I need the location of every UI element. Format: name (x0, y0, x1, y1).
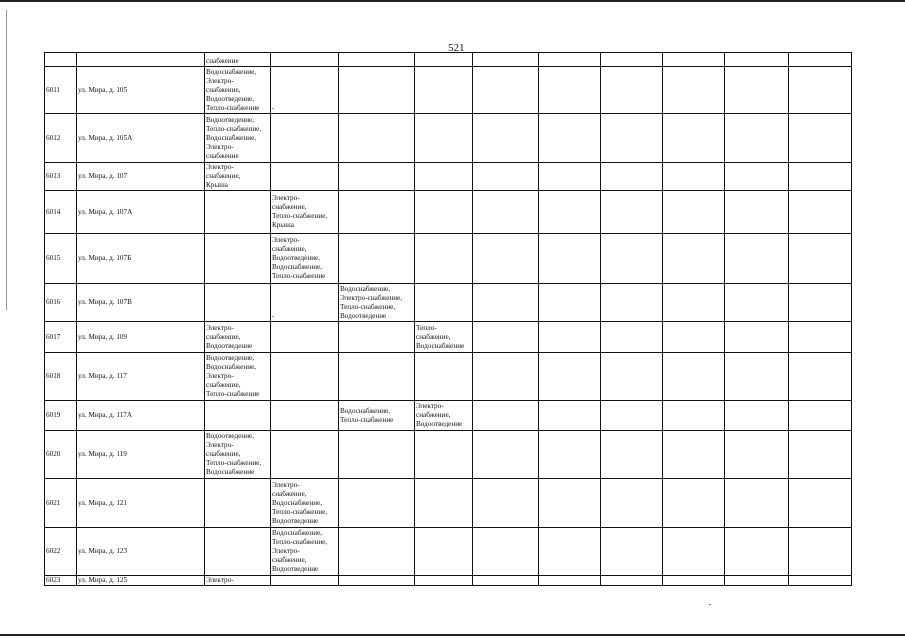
cell-address: ул. Мира, д. 117 (77, 353, 205, 401)
cell-works-col1 (205, 479, 271, 528)
cell-empty (663, 114, 725, 163)
works-line: Тепло-снабжение (206, 390, 260, 398)
works-line: - (272, 312, 275, 320)
cell-address: ул. Мира, д. 107А (77, 191, 205, 234)
cell-num: 6018 (45, 353, 77, 401)
cell-empty (539, 191, 601, 234)
works-line: Тепло-снабжение, (206, 459, 262, 467)
works-line: Тепло-снабжение (340, 415, 394, 424)
cell-works-col3 (339, 528, 415, 576)
cell-works-col4 (415, 284, 473, 322)
cell-works-col2 (271, 284, 339, 322)
cell-empty (789, 528, 852, 576)
cell-empty (663, 353, 725, 401)
cell-empty (539, 234, 601, 284)
cell-works-col2 (271, 191, 339, 234)
works-line: Водоснабжение, (206, 133, 257, 142)
cell-empty (473, 353, 539, 401)
cell-empty (539, 67, 601, 114)
cell-empty (601, 479, 663, 528)
cell-empty (473, 431, 539, 479)
cell-address: ул. Мира, д. 117А (77, 401, 205, 431)
cell-address: ул. Мира, д. 109 (77, 322, 205, 353)
cell-works-col4 (415, 163, 473, 191)
cell-works-col4 (415, 322, 473, 353)
cell-works-col1 (205, 191, 271, 234)
cell-works-col2 (271, 353, 339, 401)
table-row (45, 234, 852, 284)
scan-speck (709, 604, 711, 605)
cell-empty (539, 431, 601, 479)
works-line: снабжение, (416, 411, 451, 419)
cell-works-col1 (205, 322, 271, 353)
cell-address: ул. Мира, д. 105А (77, 114, 205, 163)
works-line: Электро- (206, 142, 234, 151)
cell-empty (789, 53, 852, 67)
page-number: 521 (448, 42, 465, 54)
cell-empty (725, 67, 789, 114)
cell-empty (663, 479, 725, 528)
cell-empty (473, 67, 539, 114)
works-line: Крыша (206, 181, 228, 189)
cell-empty (539, 576, 601, 586)
cell-num: 6013 (45, 163, 77, 191)
works-line: Тепло-снабжение, (272, 538, 328, 546)
cell-empty (539, 163, 601, 191)
cell-empty (725, 576, 789, 586)
cell-empty (601, 234, 663, 284)
cell-empty (663, 163, 725, 191)
cell-works-col2 (271, 528, 339, 576)
works-line: Электро- (272, 236, 300, 244)
cell-empty (539, 53, 601, 67)
cell-works-col2 (271, 431, 339, 479)
cell-empty (789, 191, 852, 234)
cell-empty (725, 163, 789, 191)
table-row (45, 114, 852, 163)
cell-empty (725, 431, 789, 479)
cell-empty (601, 322, 663, 353)
cell-num: 6023 (45, 576, 77, 586)
works-line: Тепло- (416, 323, 437, 332)
cell-empty (601, 114, 663, 163)
works-line: Электро- (272, 547, 300, 555)
works-line: Водоснабжение, (272, 529, 323, 537)
cell-works-col4 (415, 576, 473, 586)
cell-works-col3 (339, 401, 415, 431)
table-row (45, 431, 852, 479)
cell-works-col1 (205, 234, 271, 284)
works-line: Тепло-снабжение, (340, 302, 396, 311)
works-line: Водоснабжение (206, 468, 255, 476)
cell-empty (789, 401, 852, 431)
cell-works-col4 (415, 528, 473, 576)
works-line: снабжение, (206, 381, 241, 389)
table-row (45, 353, 852, 401)
cell-works-col4 (415, 401, 473, 431)
cell-empty (601, 191, 663, 234)
cell-empty (725, 284, 789, 322)
works-line: Электро- (416, 402, 444, 410)
cell-empty (601, 431, 663, 479)
cell-works-col1 (205, 114, 271, 163)
cell-empty (473, 191, 539, 234)
cell-empty (601, 401, 663, 431)
works-line: Тепло-снабжение (272, 272, 326, 280)
cell-empty (539, 401, 601, 431)
cell-works-col2 (271, 401, 339, 431)
cell-address: ул. Мира, д. 123 (77, 528, 205, 576)
cell-empty (539, 284, 601, 322)
works-line: Водоснабжение, (272, 498, 323, 507)
cell-works-col3 (339, 163, 415, 191)
cell-empty (789, 479, 852, 528)
cell-empty (789, 322, 852, 353)
works-line: - (272, 104, 275, 112)
cell-empty (601, 163, 663, 191)
cell-empty (663, 322, 725, 353)
works-line: Электро- (206, 76, 234, 85)
cell-empty (725, 234, 789, 284)
cell-works-col1 (205, 163, 271, 191)
cell-empty (539, 353, 601, 401)
cell-empty (539, 322, 601, 353)
cell-empty (473, 284, 539, 322)
cell-empty (789, 163, 852, 191)
cell-empty (473, 234, 539, 284)
cell-empty (473, 479, 539, 528)
cell-empty (789, 234, 852, 284)
works-line: Водоотведение (206, 341, 253, 350)
cell-works-col2 (271, 67, 339, 114)
cell-empty (663, 53, 725, 67)
works-line: Крыша (272, 221, 294, 229)
works-line: Водоотведение, (272, 254, 321, 262)
works-line: снабжение (206, 151, 239, 160)
cell-num: 6017 (45, 322, 77, 353)
cell-empty (539, 528, 601, 576)
works-line: снабжение, (416, 332, 451, 341)
scan-bottom-edge (0, 634, 905, 636)
cell-works-col1 (205, 353, 271, 401)
cell-works-col3 (339, 53, 415, 67)
cell-empty (789, 114, 852, 163)
cell-empty (789, 67, 852, 114)
cell-empty (473, 401, 539, 431)
table-row (45, 284, 852, 322)
cell-empty (725, 401, 789, 431)
works-line: Водоотведение (272, 516, 319, 525)
cell-address (77, 53, 205, 67)
cell-works-col4 (415, 67, 473, 114)
cell-num: 6011 (45, 67, 77, 114)
cell-works-col2 (271, 234, 339, 284)
cell-empty (663, 234, 725, 284)
table-row-continuation (45, 53, 852, 67)
works-line: снабжение (206, 57, 239, 65)
works-line: Тепло-снабжение, (206, 124, 262, 133)
table-row (45, 479, 852, 528)
cell-works-col3 (339, 284, 415, 322)
works-line: Тепло-снабжение, (272, 212, 328, 220)
works-line: снабжение, (206, 172, 241, 180)
table-row (45, 163, 852, 191)
cell-works-col3 (339, 479, 415, 528)
cell-empty (725, 191, 789, 234)
cell-num: 6022 (45, 528, 77, 576)
cell-empty (725, 114, 789, 163)
cell-empty (725, 353, 789, 401)
cell-empty (539, 114, 601, 163)
cell-works-col1 (205, 67, 271, 114)
table-row (45, 67, 852, 114)
cell-num: 6016 (45, 284, 77, 322)
cell-num: 6012 (45, 114, 77, 163)
table-row (45, 576, 852, 586)
cell-num: 6015 (45, 234, 77, 284)
cell-empty (601, 53, 663, 67)
works-line: снабжение, (272, 245, 307, 253)
cell-works-col2 (271, 53, 339, 67)
cell-empty (473, 322, 539, 353)
cell-empty (725, 528, 789, 576)
cell-num: 6014 (45, 191, 77, 234)
cell-empty (789, 284, 852, 322)
cell-works-col4 (415, 353, 473, 401)
cell-empty (663, 576, 725, 586)
cell-works-col1 (205, 431, 271, 479)
cell-num: 6019 (45, 401, 77, 431)
cell-empty (601, 576, 663, 586)
cell-works-col2 (271, 576, 339, 586)
cell-empty (725, 53, 789, 67)
cell-works-col3 (339, 322, 415, 353)
works-line: снабжение, (206, 85, 241, 94)
cell-works-col2 (271, 322, 339, 353)
cell-address: ул. Мира, д. 107Б (77, 234, 205, 284)
cell-empty (601, 528, 663, 576)
cell-works-col1 (205, 284, 271, 322)
works-line: Водоотведение (340, 311, 387, 320)
cell-empty (725, 479, 789, 528)
cell-empty (473, 163, 539, 191)
cell-empty (473, 114, 539, 163)
cell-works-col2 (271, 163, 339, 191)
cell-works-col3 (339, 67, 415, 114)
cell-empty (725, 322, 789, 353)
works-line: снабжение, (272, 203, 307, 211)
cell-address: ул. Мира, д. 119 (77, 431, 205, 479)
cell-works-col1 (205, 53, 271, 67)
scan-top-edge (0, 0, 905, 2)
table-row (45, 322, 852, 353)
works-line: Электро- (206, 576, 234, 584)
table-row (45, 191, 852, 234)
works-line: Водоснабжение (416, 341, 465, 350)
cell-empty (663, 191, 725, 234)
works-line: снабжение, (206, 450, 241, 458)
cell-empty (663, 431, 725, 479)
cell-address: ул. Мира, д. 107 (77, 163, 205, 191)
works-line: Электро- (272, 194, 300, 202)
cell-works-col4 (415, 114, 473, 163)
cell-empty (473, 576, 539, 586)
works-line: Электро- (272, 480, 300, 489)
works-line: Тепло-снабжение, (272, 507, 328, 516)
works-line: Водоотведение (416, 420, 463, 428)
cell-works-col3 (339, 431, 415, 479)
cell-empty (663, 67, 725, 114)
cell-works-col1 (205, 401, 271, 431)
works-line: Водоснабжение, (340, 284, 391, 293)
works-line: Водоотведение (272, 565, 319, 573)
cell-works-col2 (271, 114, 339, 163)
cell-empty (473, 528, 539, 576)
cell-empty (539, 479, 601, 528)
cell-empty (789, 576, 852, 586)
works-line: Электро- (206, 372, 234, 380)
cell-empty (601, 284, 663, 322)
cell-empty (789, 353, 852, 401)
cell-num: 6021 (45, 479, 77, 528)
cell-empty (789, 431, 852, 479)
cell-works-col4 (415, 234, 473, 284)
cell-empty (663, 528, 725, 576)
cell-works-col3 (339, 114, 415, 163)
works-line: Водоснабжение, (272, 263, 323, 271)
works-line: Водоснабжение, (206, 363, 257, 371)
cell-num (45, 53, 77, 67)
cell-address: ул. Мира, д. 121 (77, 479, 205, 528)
works-line: Водоотведение, (206, 115, 255, 124)
cell-address: ул. Мира, д. 107В (77, 284, 205, 322)
cell-address: ул. Мира, д. 105 (77, 67, 205, 114)
scan-left-mark (6, 10, 7, 310)
works-line: Водоотведение, (206, 354, 255, 362)
cell-works-col2 (271, 479, 339, 528)
works-line: Водоотведение, (206, 94, 255, 103)
works-line: Водоснабжение, (206, 67, 257, 76)
cell-works-col3 (339, 576, 415, 586)
cell-empty (601, 353, 663, 401)
works-line: Водоснабжение, (340, 406, 391, 415)
cell-num: 6020 (45, 431, 77, 479)
cell-works-col1 (205, 528, 271, 576)
works-line: Электро- (206, 323, 234, 332)
works-line: снабжение, (206, 332, 241, 341)
table-body (45, 53, 852, 586)
works-line: Электро- (206, 441, 234, 449)
cell-works-col3 (339, 353, 415, 401)
works-line: снабжение, (272, 556, 307, 564)
cell-works-col4 (415, 431, 473, 479)
table-row (45, 401, 852, 431)
cell-works-col4 (415, 479, 473, 528)
cell-works-col3 (339, 191, 415, 234)
cell-works-col4 (415, 191, 473, 234)
cell-works-col4 (415, 53, 473, 67)
cell-works-col1 (205, 576, 271, 586)
registry-table (44, 52, 852, 586)
cell-address: ул. Мира, д. 125 (77, 576, 205, 586)
works-line: Тепло-снабжение (206, 103, 260, 112)
cell-empty (601, 67, 663, 114)
works-line: снабжение, (272, 489, 307, 498)
works-line: Электро- (206, 163, 234, 171)
cell-empty (663, 284, 725, 322)
cell-works-col3 (339, 234, 415, 284)
table-row (45, 528, 852, 576)
cell-empty (663, 401, 725, 431)
cell-empty (473, 53, 539, 67)
works-line: Электро-снабжение, (340, 293, 403, 302)
works-line: Водоотведение, (206, 432, 255, 440)
